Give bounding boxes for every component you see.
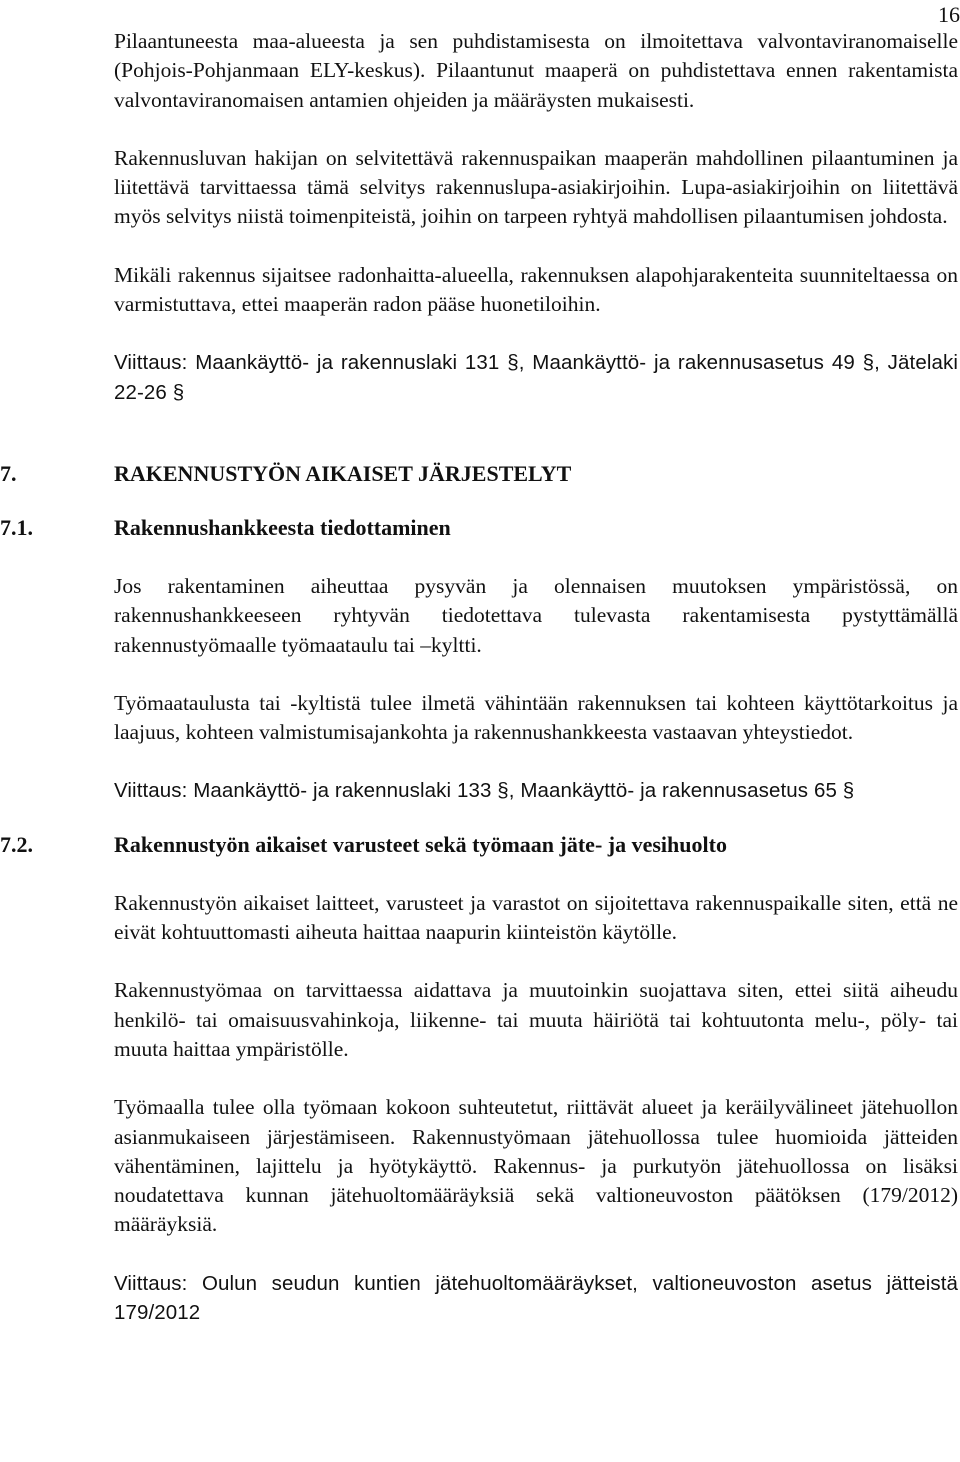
- paragraph-site-sign: Jos rakentaminen aiheuttaa pysyvän ja olennaisen muutoksen ympäristössä, on rakennushankkeeseen ryhtyvän tiedotettava tulevasta rakentamisesta pystyttämällä rakennustyömaalle työmaataulu tai –kyltti.: [114, 573, 958, 657]
- paragraph-waste-management: Työmaalla tulee olla työmaan kokoon suhteutetut, riittävät alueet ja keräilyvälineet jätehuollon asianmukaiseen järjestämiseen. Rakennustyömaan jätehuollossa tulee huomioida jätteiden vähentäminen, lajittelu ja hyötykäyttö. Rakennus- ja purkutyön jätehuollossa on lisäksi noudatettava kunnan jätehuoltomääräyksiä sekä valtioneuvoston päätöksen (179/2012) määräyksiä.: [114, 1095, 958, 1237]
- paragraph-soil-survey: Rakennusluvan hakijan on selvitettävä rakennuspaikan maaperän mahdollinen pilaantuminen ja liitettävä tarvittaessa tämä selvitys rakennuslupa-asiakirjoihin. Lupa-asiakirjoihin on liitettävä myös selvitys niistä toimenpiteistä, joihin on tarpeen ryhtyä mahdollisen pilaantumisen johdosta.: [114, 145, 958, 229]
- reference-1: Viittaus: Maankäyttö- ja rakennuslaki 131 §, Maankäyttö- ja rakennusasetus 49 §, Jätelaki 22-26 §: [114, 351, 958, 404]
- paragraph-radon: Mikäli rakennus sijaitsee radonhaitta-alueella, rakennuksen alapohjarakenteita suunniteltaessa on varmistuttava, ettei maaperän radon pääse huonetiloihin.: [114, 262, 958, 317]
- paragraph-equipment-placement: Rakennustyön aikaiset laitteet, varusteet ja varastot on sijoitettava rakennuspaikalle siten, että ne eivät kohtuuttomasti aiheuta haittaa naapurin kiinteistön käytölle.: [114, 890, 958, 945]
- section-heading-7-1: [0, 513, 958, 543]
- section-heading-7: [0, 459, 958, 489]
- reference-3: Viittaus: Oulun seudun kuntien jätehuoltomääräykset, valtioneuvoston asetus jätteistä 179/2012: [114, 1271, 958, 1325]
- paragraph-sign-contents: Työmaataulusta tai -kyltistä tulee ilmetä vähintään rakennuksen tai kohteen käyttötarkoitus ja laajuus, kohteen valmistumisajankohta ja rakennushankkeesta vastaavan yhteystiedot.: [114, 690, 958, 745]
- section-number: 7.2.: [0, 831, 33, 857]
- paragraph-site-fencing: Rakennustyömaa on tarvittaessa aidattava ja muutoinkin suojattava siten, ettei siitä aiheudu henkilö- tai omaisuusvahinkoja, liikenne- tai muuta häiriötä tai kohtuutonta melu-, pöly- tai muuta haittaa ympäristölle.: [114, 978, 958, 1061]
- section-number: 7.1.: [0, 514, 33, 540]
- section-title: Rakennushankkeesta tiedottaminen: [114, 514, 451, 540]
- page-number: 16: [938, 2, 960, 27]
- section-title: Rakennustyön aikaiset varusteet sekä työmaan jäte- ja vesihuolto: [114, 831, 727, 857]
- paragraph-contaminated-soil-notice: Pilaantuneesta maa-alueesta ja sen puhdistamisesta on ilmoitettava valvontaviranomaiselle (Pohjois-Pohjanmaan ELY-keskus). Pilaantunut maaperä on puhdistettava ennen rakentamista valvontaviranomaisen antamien ohjeiden ja määräysten mukaisesti.: [114, 29, 958, 112]
- document-body: [0, 27, 958, 1327]
- section-heading-7-2: [0, 830, 958, 860]
- section-number: 7.: [0, 460, 17, 486]
- section-title: RAKENNUSTYÖN AIKAISET JÄRJESTELYT: [114, 460, 572, 486]
- reference-2: Viittaus: Maankäyttö- ja rakennuslaki 133 §, Maankäyttö- ja rakennusasetus 65 §: [114, 779, 855, 803]
